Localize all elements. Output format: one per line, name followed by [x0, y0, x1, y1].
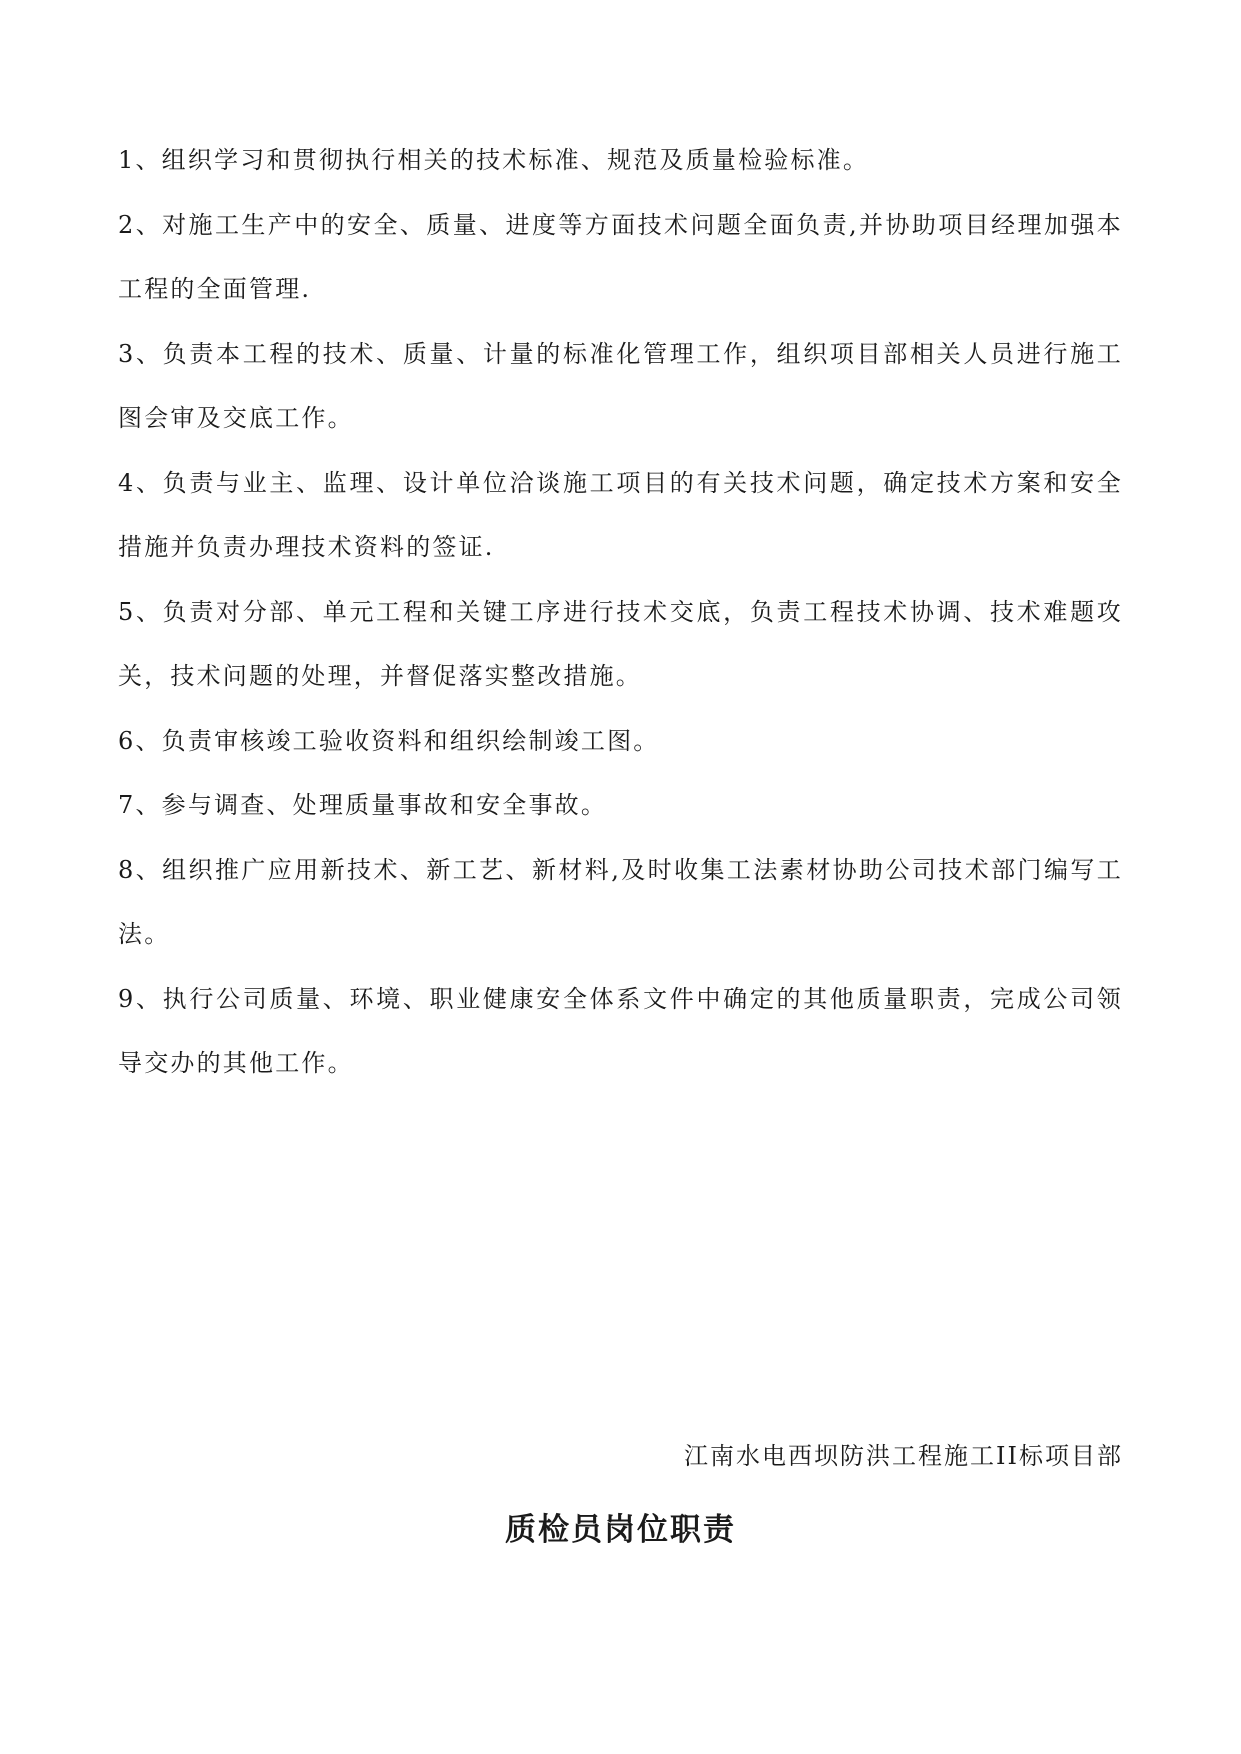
responsibility-list — [118, 128, 1123, 1096]
list-item: 6、负责审核竣工验收资料和组织绘制竣工图。 — [118, 726, 660, 755]
section-title: 质检员岗位职责 — [505, 1512, 736, 1548]
list-item: 2、对施工生产中的安全、质量、进度等方面技术问题全面负责,并协助项目经理加强本工程的全面管理. — [118, 210, 1123, 303]
list-item: 4、负责与业主、监理、设计单位洽谈施工项目的有关技术问题，确定技术方案和安全措施并负责办理技术资料的签证. — [118, 468, 1123, 561]
list-item: 7、参与调查、处理质量事故和安全事故。 — [118, 791, 608, 819]
signature-line: 江南水电西坝防洪工程施工II标项目部 — [684, 1442, 1123, 1470]
list-item: 9、执行公司质量、环境、职业健康安全体系文件中确定的其他质量职责，完成公司领导交办的其他工作。 — [118, 984, 1123, 1077]
list-item: 8、组织推广应用新技术、新工艺、新材料,及时收集工法素材协助公司技术部门编写工法。 — [118, 855, 1123, 948]
list-item: 3、负责本工程的技术、质量、计量的标准化管理工作，组织项目部相关人员进行施工图会审及交底工作。 — [118, 339, 1123, 432]
list-item: 1、组织学习和贯彻执行相关的技术标准、规范及质量检验标准。 — [118, 146, 870, 174]
list-item: 5、负责对分部、单元工程和关键工序进行技术交底，负责工程技术协调、技术难题攻关，技术问题的处理，并督促落实整改措施。 — [118, 597, 1123, 690]
